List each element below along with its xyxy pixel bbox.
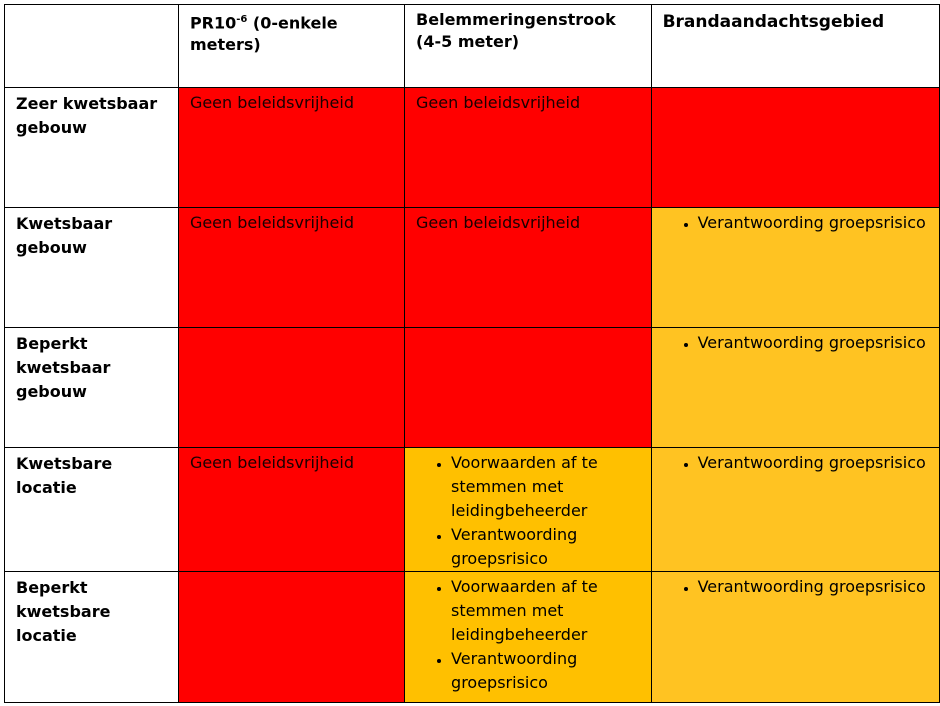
cell-pr10: Geen beleidsvrijheid [178,448,404,572]
list-item: • Verantwoording groepsrisico [698,451,933,475]
list-item: • Verantwoording groepsrisico [451,647,645,695]
bullet-list [652,328,939,355]
table-row [5,88,940,208]
list-item: • Voorwaarden af te stemmen met leidingbeheerder [451,575,645,647]
risk-matrix-table [4,4,940,703]
cell-belemmeringenstrook [405,328,652,448]
row-label: Kwetsbare locatie [5,448,179,572]
header-belemmeringenstrook: Belemmeringenstrook (4-5 meter) [405,5,652,88]
cell-brandaandachtsgebied [651,328,939,448]
list-item: • Verantwoording groepsrisico [698,211,933,235]
bullet-list [652,572,939,599]
list-item: • Verantwoording groepsrisico [698,331,933,355]
cell-brandaandachtsgebied [651,572,939,703]
header-pr10-sup: -6 [236,14,248,25]
list-item: • Verantwoording groepsrisico [451,523,645,571]
list-item: • Verantwoording groepsrisico [698,575,933,599]
table-row [5,328,940,448]
header-brandaandachtsgebied: Brandaandachtsgebied [651,5,939,88]
cell-pr10: Geen beleidsvrijheid [178,88,404,208]
list-item: • Voorwaarden af te stemmen met leidingbeheerder [451,451,645,523]
header-pr10 [178,5,404,88]
cell-pr10 [178,328,404,448]
table-row [5,448,940,572]
cell-brandaandachtsgebied [651,88,939,208]
bullet-list [405,572,651,695]
cell-brandaandachtsgebied [651,448,939,572]
corner-cell [5,5,179,88]
bullet-list [652,208,939,235]
row-label: Beperkt kwetsbaar gebouw [5,328,179,448]
row-label: Zeer kwetsbaar gebouw [5,88,179,208]
header-pr10-rest: (0-enkele meters) [189,13,338,55]
header-row [5,5,940,88]
row-label: Beperkt kwetsbare locatie [5,572,179,703]
row-label: Kwetsbaar gebouw [5,208,179,328]
bullet-list [405,448,651,571]
cell-belemmeringenstrook: Geen beleidsvrijheid [405,208,652,328]
cell-belemmeringenstrook: Geen beleidsvrijheid [405,88,652,208]
header-pr10-base: PR10 [189,13,237,33]
bullet-list [652,448,939,475]
cell-belemmeringenstrook [405,448,652,572]
table-row [5,572,940,703]
cell-pr10 [178,572,404,703]
cell-belemmeringenstrook [405,572,652,703]
cell-pr10: Geen beleidsvrijheid [178,208,404,328]
cell-brandaandachtsgebied [651,208,939,328]
table-row [5,208,940,328]
